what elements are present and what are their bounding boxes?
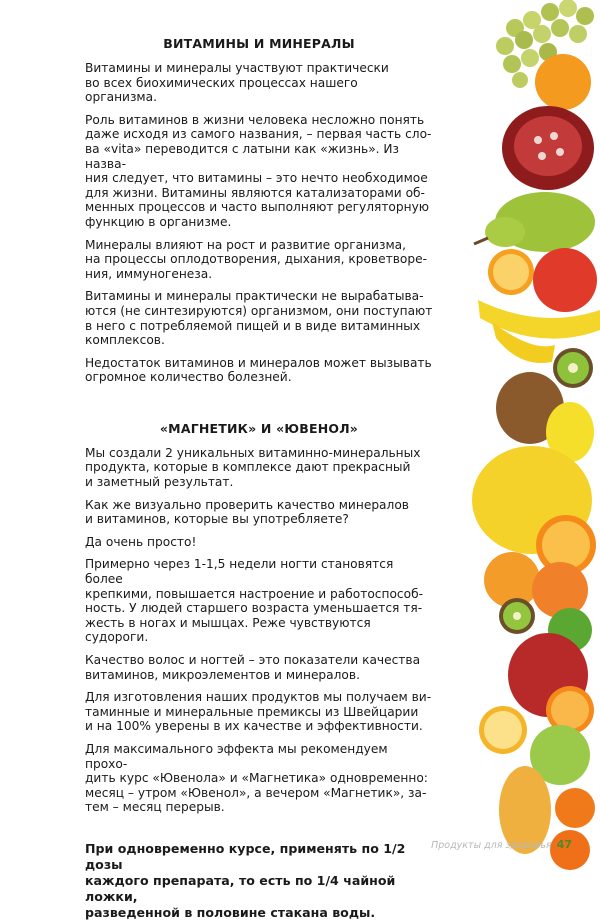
paragraph: Для максимального эффекта мы рекомендуем прохо- дить курс «Ювенола» и «Магнетика» одновременно: месяц – утром «Ювенол», а вечером «Магнетик», за- тем – месяц перерыв.	[85, 741, 428, 815]
section-title-products: «МАГНЕТИК» И «ЮВЕНОЛ»	[159, 420, 359, 436]
paragraph: Витамины и минералы участвуют практически во всех биохимических процессах нашего организма.	[85, 61, 389, 105]
text-column	[85, 36, 433, 921]
paragraph: Минералы влияют на рост и развитие организма, на процессы оплодотворения, дыхания, кроветворе- ния, иммуногенеза.	[85, 237, 427, 281]
paragraph: Как же визуально проверить качество минералов и витаминов, которые вы употребляете?	[85, 497, 409, 527]
orange-icon	[535, 54, 591, 110]
apple-icon	[533, 248, 597, 312]
peach-icon	[532, 562, 588, 618]
paragraph: Примерно через 1-1,5 недели ногти становятся более крепкими, повышается настроение и работоспособ- ность. У людей старшего возраста уменьшается тя- жесть в ногах и мышцах. Реже чувствуются судороги.	[85, 557, 423, 645]
page-number: 47	[556, 838, 572, 851]
dosage-note: При одновременно курсе, применять по 1/2 дозы каждого препарата, то есть по 1/4 чайной ложки, разведенной в половине стакана воды.	[85, 840, 406, 920]
orange-slice-icon-3	[479, 706, 527, 754]
paragraph: Качество волос и ногтей – это показатели качества витаминов, микроэлементов и минералов.	[85, 653, 421, 682]
section-title-vitamins: ВИТАМИНЫ И МИНЕРАЛЫ	[163, 36, 355, 51]
paragraph: Недостаток витаминов и минералов может вызывать огромное количество болезней.	[85, 355, 432, 385]
paragraph: Витамины и минералы практически не вырабатыва- ются (не синтезируются) организмом, они поступают в него с потребляемой пищей и в виде витаминных комплексов.	[85, 289, 433, 348]
page-footer	[431, 838, 572, 851]
kiwi-icon	[553, 348, 593, 388]
pear-icon	[474, 192, 595, 252]
orange-slice-icon	[488, 249, 534, 295]
paragraph: Роль витаминов в жизни человека несложно понять даже исходя из самого названия, – первая часть сло- ва «vita» переводится с латыни как «жизнь». Из назва- ния следует, что витамины – это нечто необходимое для жизни. Витамины являются катализаторами об- менных процессов и часто выполняют регуляторную функцию в организме.	[85, 112, 432, 229]
paragraph: Мы создали 2 уникальных витаминно-минеральных продукта, которые в комплексе дают прекрасный и заметный результат.	[85, 445, 421, 490]
paragraph: Да очень просто!	[85, 534, 197, 549]
paragraph: Для изготовления наших продуктов мы получаем ви- таминные и минеральные премиксы из Швейцарии и на 100% уверены в их качестве и эффективности.	[85, 690, 432, 734]
running-title: Продукты для здоровья	[431, 840, 552, 851]
pomegranate-icon	[502, 106, 594, 190]
tangerine-icon	[555, 788, 595, 828]
kiwi-icon-2	[499, 598, 535, 634]
